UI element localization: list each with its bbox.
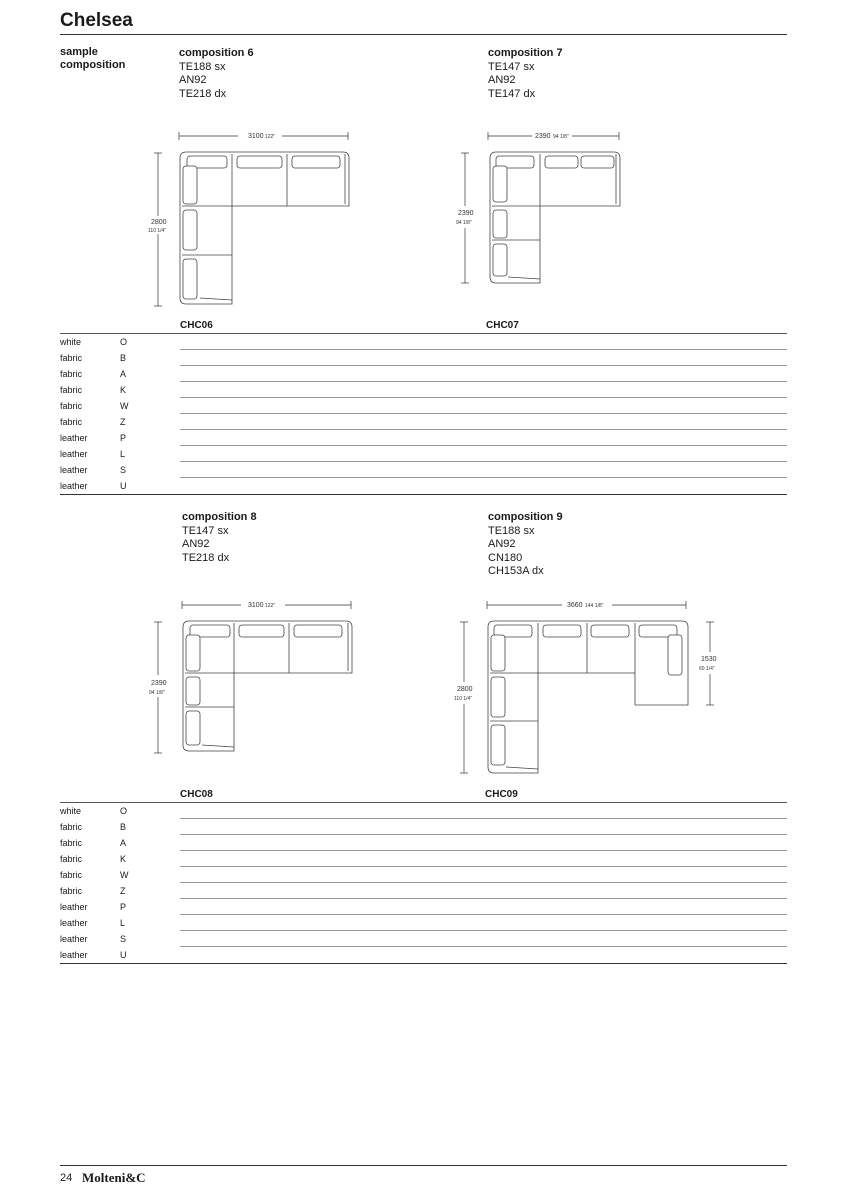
- grade-label: P: [120, 433, 127, 443]
- composition-8-block: [182, 511, 257, 565]
- material-label: leather: [60, 934, 88, 944]
- table-row: [60, 867, 787, 883]
- height-dimension: 2390: [151, 680, 167, 687]
- material-label: leather: [60, 449, 88, 459]
- table-row: [60, 478, 787, 494]
- grade-label: A: [120, 369, 127, 379]
- material-label: leather: [60, 950, 88, 960]
- composition-9-block: [488, 511, 563, 579]
- table-row: [60, 883, 787, 899]
- composition-item: AN92: [488, 538, 516, 550]
- composition-name: composition 6: [179, 47, 254, 59]
- material-label: leather: [60, 481, 88, 491]
- grade-label: L: [120, 918, 126, 928]
- width-dimension-inches: 144 1/8": [585, 603, 604, 609]
- table-row: [60, 414, 787, 430]
- grade-label: S: [120, 934, 127, 944]
- width-dimension-inches: 122": [265, 603, 276, 609]
- height-dimension-inches: 94 1/8": [149, 690, 165, 696]
- table-row: [60, 947, 787, 963]
- width-dimension-inches: 122": [265, 134, 276, 140]
- table-row: [60, 366, 787, 382]
- composition-item: TE147 sx: [182, 524, 229, 537]
- grade-label: O: [120, 337, 128, 347]
- price-table-lower: [60, 802, 787, 966]
- page-title: Chelsea: [60, 10, 133, 31]
- height-dimension: 2800: [457, 686, 473, 693]
- composition-item: AN92: [179, 74, 207, 86]
- width-dimension-inches: 94 1/8": [553, 134, 569, 140]
- side-dimension-inches: 60 1/4": [699, 666, 715, 672]
- table-row: [60, 835, 787, 851]
- composition-name: composition 9: [488, 511, 563, 523]
- table-row: [60, 931, 787, 947]
- composition-code: CHC07: [486, 320, 519, 331]
- composition-item: TE188 sx: [179, 60, 226, 73]
- table-row: [60, 462, 787, 478]
- composition-7-drawing: [450, 128, 650, 288]
- composition-code: CHC06: [180, 320, 213, 331]
- grade-label: B: [120, 822, 127, 832]
- composition-8-drawing: [140, 597, 360, 762]
- table-row: [60, 803, 787, 819]
- table-row: [60, 819, 787, 835]
- material-label: fabric: [60, 353, 83, 363]
- composition-7-block: [488, 47, 563, 101]
- composition-item: TE218 dx: [182, 551, 230, 564]
- material-label: fabric: [60, 401, 83, 411]
- composition-item: TE188 sx: [488, 524, 535, 537]
- height-dimension: 2800: [151, 219, 167, 226]
- material-label: fabric: [60, 870, 83, 880]
- grade-label: U: [120, 950, 127, 960]
- table-row: [60, 334, 787, 350]
- material-label: leather: [60, 902, 88, 912]
- price-table-upper: [60, 333, 787, 497]
- grade-label: O: [120, 806, 128, 816]
- table-row: [60, 915, 787, 931]
- table-rule: [60, 963, 787, 964]
- table-row: [60, 899, 787, 915]
- composition-name: composition 8: [182, 511, 257, 523]
- height-dimension-inches: 94 1/8": [456, 220, 472, 226]
- table-row: [60, 398, 787, 414]
- table-rule: [60, 494, 787, 495]
- grade-label: K: [120, 385, 127, 395]
- grade-label: A: [120, 838, 127, 848]
- composition-item: CH153A dx: [488, 565, 544, 577]
- side-dimension: 1530: [701, 656, 717, 663]
- grade-label: K: [120, 854, 127, 864]
- table-row: [60, 350, 787, 366]
- composition-item: TE147 dx: [488, 87, 536, 100]
- footer-rule: [60, 1165, 787, 1166]
- grade-label: Z: [120, 417, 126, 427]
- table-row: [60, 382, 787, 398]
- grade-label: U: [120, 481, 127, 491]
- material-label: leather: [60, 918, 88, 928]
- composition-code: CHC08: [180, 789, 213, 800]
- composition-item: TE218 dx: [179, 87, 227, 100]
- composition-item: TE147 sx: [488, 60, 535, 73]
- material-label: fabric: [60, 385, 83, 395]
- material-label: fabric: [60, 854, 83, 864]
- brand-logo: Molteni&C: [82, 1170, 146, 1185]
- height-dimension-inches: 110 1/4": [454, 696, 473, 702]
- grade-label: W: [120, 870, 129, 880]
- grade-label: B: [120, 353, 127, 363]
- composition-name: composition 7: [488, 47, 563, 59]
- composition-6-block: [179, 47, 254, 101]
- composition-item: AN92: [488, 74, 516, 86]
- width-dimension: 3100: [248, 602, 264, 609]
- grade-label: Z: [120, 886, 126, 896]
- grade-label: W: [120, 401, 129, 411]
- material-label: fabric: [60, 822, 83, 832]
- material-label: fabric: [60, 838, 83, 848]
- material-label: white: [60, 806, 82, 816]
- composition-9-drawing: [448, 597, 738, 782]
- material-label: fabric: [60, 886, 83, 896]
- material-label: fabric: [60, 369, 83, 379]
- material-label: leather: [60, 433, 88, 443]
- composition-6-drawing: [140, 128, 360, 313]
- sample-composition-label: sample composition: [60, 46, 126, 71]
- table-row: [60, 430, 787, 446]
- composition-code: CHC09: [485, 789, 518, 800]
- title-rule: [60, 34, 787, 35]
- material-label: fabric: [60, 417, 83, 427]
- table-row: [60, 446, 787, 462]
- composition-item: CN180: [488, 551, 523, 564]
- page-number: 24: [60, 1172, 73, 1184]
- width-dimension: 3100: [248, 133, 264, 140]
- width-dimension: 3660: [567, 602, 583, 609]
- width-dimension: 2390: [535, 133, 551, 140]
- material-label: white: [60, 337, 82, 347]
- table-row: [60, 851, 787, 867]
- height-dimension: 2390: [458, 210, 474, 217]
- height-dimension-inches: 110 1/4": [148, 228, 167, 234]
- grade-label: S: [120, 465, 127, 475]
- material-label: leather: [60, 465, 88, 475]
- grade-label: L: [120, 449, 126, 459]
- composition-item: AN92: [182, 538, 210, 550]
- grade-label: P: [120, 902, 127, 912]
